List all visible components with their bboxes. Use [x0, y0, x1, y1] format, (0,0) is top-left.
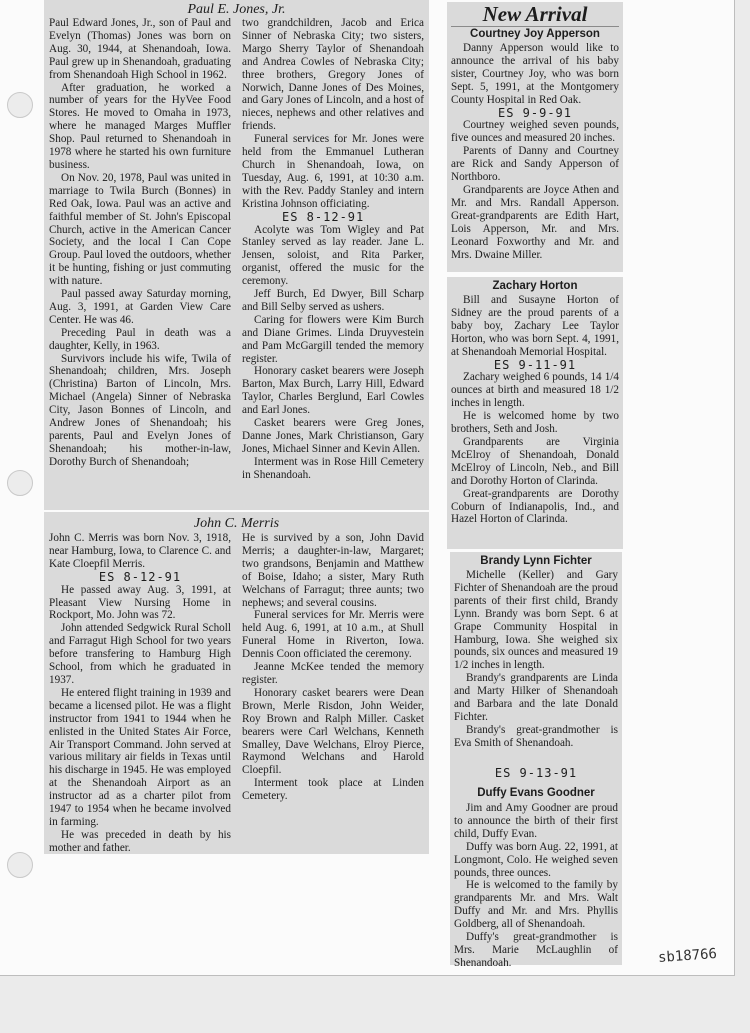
- fichter-goodner-clipping: [450, 552, 622, 969]
- jones-paragraph: Paul passed away Saturday morning, Aug. 3, 1991, at Garden View Care Center. He was 46.: [49, 288, 231, 326]
- merris-date-stamp: ES 8-12-91: [98, 569, 182, 584]
- horton-paragraph: He is welcomed home by two brothers, Seth and Josh.: [451, 410, 619, 436]
- merris-paragraph: He is survived by a son, John David Merris; a daughter-in-law, Margaret; two grandsons, Benjamin and Matthew of Boise, Idaho; a sister, Mary Ruth Welchans of Farragut; three aunts; two nephews; and several cousins.: [242, 532, 424, 609]
- jones-date-stamp: ES 8-12-91: [282, 209, 365, 224]
- jones-paragraph: Survivors include his wife, Twila of Shenandoah; children, Mrs. Joseph (Christina) Barton of Lincoln, Mrs. Michael (Angela) Sinner of Nebraska City, Jason Bonnes of Lincoln, and Andrew Jones of Shenandoah; his parents, Paul and Evelyn Jones of Shenandoah; his mother-in-law, Dorothy Burch of Shenandoah;: [49, 352, 231, 468]
- merris-paragraph: He passed away Aug. 3, 1991, at Pleasant View Nursing Home in Rockport, Mo. John was 72.: [49, 583, 231, 622]
- apperson-body: [451, 42, 619, 270]
- fichter-heading: Brandy Lynn Fichter: [480, 555, 592, 567]
- goodner-body: [454, 802, 618, 969]
- apperson-birth-clipping: [447, 2, 623, 272]
- punch-hole: [7, 470, 33, 496]
- apperson-heading: Courtney Joy Apperson: [470, 28, 600, 40]
- new-arrival-title: New Arrival: [482, 2, 588, 26]
- fichter-paragraph: Brandy's grandparents are Linda and Marty Hilker of Shenandoah and Barbara and the late Donald Fichter.: [454, 672, 618, 723]
- jones-obituary-clipping: [44, 0, 429, 510]
- goodner-paragraph: Duffy was born Aug. 22, 1991, at Longmont, Colo. He weighed seven pounds, three ounces.: [454, 840, 618, 879]
- jones-column-right: [242, 17, 424, 507]
- fichter-paragraph: Michelle (Keller) and Gary Fichter of Shenandoah are the proud parents of their first child, Brandy Lynn. Brandy was born Sept. 6 at Grape Community Hospital in Hamburg, Iowa. She weighed six pounds, six ounces and measured 19 1/2 inches in length.: [454, 569, 618, 672]
- jones-column-left: [49, 17, 231, 507]
- jones-paragraph: Acolyte was Tom Wigley and Pat Stanley served as lay reader. Jane L. Jensen, soloist, and Rita Parker, organist, offered the music for the ceremony.: [242, 223, 424, 288]
- merris-paragraph: Honorary casket bearers were Dean Brown, Merle Risdon, John Weider, Roy Brown and Ralph Miller. Casket bearers were Carl Welchans, Kenneth Smalley, Dave Welchans, Elroy Pierce, Raymond Welchans and Harold Cloepfil.: [242, 686, 424, 777]
- jones-paragraph: Preceding Paul in death was a daughter, Kelly, in 1963.: [49, 326, 231, 352]
- jones-paragraph: Funeral services for Mr. Jones were held from the Emmanuel Lutheran Church in Shenandoah, Iowa, on Tuesday, Aug. 6, 1991, at 10:30 a.m. with the Rev. Paddy Stanley and intern Kristina Johnson officiating.: [242, 133, 424, 210]
- goodner-paragraph: He is welcomed to the family by grandparents Mr. and Mrs. Walt Duffy and Mr. and Mrs. Phyllis Goldberg, all of Shenandoah.: [454, 879, 618, 931]
- punch-hole: [7, 852, 33, 878]
- jones-paragraph: On Nov. 20, 1978, Paul was united in marriage to Twila Burch (Bonnes) in Red Oak, Iowa. Paul was an active and faithful member of St. John's Episcopal Church, active in the American Cancer Society, and the local I Can Cope Group. Paul loved the outdoors, whether it be hunting, fishing or just commuting with nature.: [49, 171, 231, 288]
- horton-paragraph: Zachary weighed 6 pounds, 14 1/4 ounces at birth and measured 18 1/2 inches in length.: [451, 371, 619, 410]
- merris-paragraph: He was preceded in death by his mother and father.: [49, 828, 231, 854]
- jones-paragraph: After graduation, he worked a number of years for the HyVee Food Stores. He moved to Omaha in 1973, where he managed Marges Muffler Shop. Paul returned to Shenandoah in 1978 where he started his own furniture business.: [49, 81, 231, 171]
- horton-body: [451, 294, 619, 546]
- apperson-paragraph: Parents of Danny and Courtney are Rick and Sandy Apperson of Northboro.: [451, 145, 619, 184]
- goodner-paragraph: Duffy's great-grandmother is Mrs. Marie McLaughlin of Shenandoah.: [454, 931, 618, 969]
- horton-paragraph: Grandparents are Virginia McElroy of Shenandoah, Donald McElroy of Lincoln, Neb., and Bill and Dorothy Horton of Clarinda.: [451, 435, 619, 487]
- goodner-heading: Duffy Evans Goodner: [477, 787, 595, 799]
- jones-paragraph: two grandchildren, Jacob and Erica Sinner of Nebraska City; two sisters, Margo Sherry Taylor of Shenandoah and Andrea Cowles of Nebraska City; three brothers, Gregory Jones of Norwich, Danne Jones of Des Moines, and Gary Jones of Lincoln, and a host of nieces, nephews and other relatives and friends.: [242, 17, 424, 133]
- jones-heading: Paul E. Jones, Jr.: [187, 2, 286, 17]
- merris-paragraph: John C. Merris was born Nov. 3, 1918, near Hamburg, Iowa, to Clarence C. and Kate Cloepfil Merris.: [49, 532, 231, 570]
- jones-paragraph: Casket bearers were Greg Jones, Danne Jones, Mark Christianson, Gary Jones, Michael Sinner and Kevin Allen.: [242, 417, 424, 455]
- fichter-paragraph: Brandy's great-grandmother is Eva Smith of Shenandoah.: [454, 723, 618, 749]
- merris-paragraph: He entered flight training in 1939 and became a licensed pilot. He was a flight instructor from 1941 to 1944 when he enlisted in the United States Air Force, Air Transport Command. John served at various military air fields in Texas until his discharge in 1945. He was employed at the Shenandoah Airport as an instructor ad as a charter pilot from 1947 to 1954 when he became involved in farming.: [49, 686, 231, 828]
- apperson-paragraph: Courtney weighed seven pounds, five ounces and measured 20 inches.: [451, 119, 619, 145]
- fichter-body: [454, 569, 618, 789]
- apperson-paragraph: Danny Apperson would like to announce the arrival of his baby sister, Courtney Joy, who was born Sept. 5, 1991, at the Montgomery County Hospital in Red Oak.: [451, 42, 619, 106]
- merris-paragraph: Funeral services for Mr. Merris were held Aug. 6, 1991, at 10 a.m., at Shull Funeral Home in Riverton, Iowa. Dennis Coon officiated the ceremony.: [242, 609, 424, 661]
- jones-paragraph: Interment was in Rose Hill Cemetery in Shenandoah.: [242, 455, 424, 481]
- fichter-date-stamp: ES 9-13-91: [494, 766, 578, 780]
- horton-paragraph: Great-grandparents are Dorothy Coburn of Indianapolis, Ind., and Hazel Horton of Clarinda.: [451, 487, 619, 526]
- jones-paragraph: Caring for flowers were Kim Burch and Diane Grimes. Linda Druyvestein and Pam McGargill tended the memory register.: [242, 313, 424, 365]
- merris-heading: John C. Merris: [193, 516, 280, 531]
- merris-obituary-clipping: [44, 512, 429, 854]
- jones-paragraph: Paul Edward Jones, Jr., son of Paul and Evelyn (Thomas) Jones was born on Aug. 30, 1944, at Shenandoah, Iowa. Paul grew up in Shenandoah, graduating from Shenandoah High School in 1962.: [49, 17, 231, 81]
- merris-paragraph: John attended Sedgwick Rural Scholl and Farragut High School for two years before transfering to Hamburg High School, from which he graduated in 1937.: [49, 622, 231, 686]
- merris-column-left: [49, 532, 231, 852]
- horton-heading: Zachary Horton: [492, 280, 578, 292]
- horton-birth-clipping: [447, 277, 623, 549]
- merris-column-right: [242, 532, 424, 852]
- horton-date-stamp: ES 9-11-91: [493, 357, 577, 372]
- jones-paragraph: Jeff Burch, Ed Dwyer, Bill Scharp and Bill Selby served as ushers.: [242, 288, 424, 313]
- merris-paragraph: Jeanne McKee tended the memory register.: [242, 661, 424, 686]
- goodner-paragraph: Jim and Amy Goodner are proud to announce the birth of their first child, Duffy Evan.: [454, 802, 618, 840]
- merris-paragraph: Interment took place at Linden Cemetery.: [242, 777, 424, 803]
- horton-paragraph: Bill and Susayne Horton of Sidney are the proud parents of a baby boy, Zachary Lee Taylor Horton, who was born Sept. 4, 1991, at Shenandoah Memorial Hospital.: [451, 294, 619, 358]
- punch-hole: [7, 92, 33, 118]
- catalog-number: sb18766: [657, 945, 718, 967]
- apperson-paragraph: Grandparents are Joyce Athen and Mr. and Mrs. Randall Apperson. Great-grandparents are Edith Hart, Lois Apperson, Mr. and Mrs. Leonard Foxworthy and Mr. and Mrs. Dwaine Miller.: [451, 183, 619, 261]
- jones-paragraph: Honorary casket bearers were Joseph Barton, Max Burch, Larry Hill, Edward Taylor, Charles Berglund, Earl Cowles and Earl Jones.: [242, 365, 424, 417]
- apperson-date-stamp: ES 9-9-91: [497, 105, 573, 120]
